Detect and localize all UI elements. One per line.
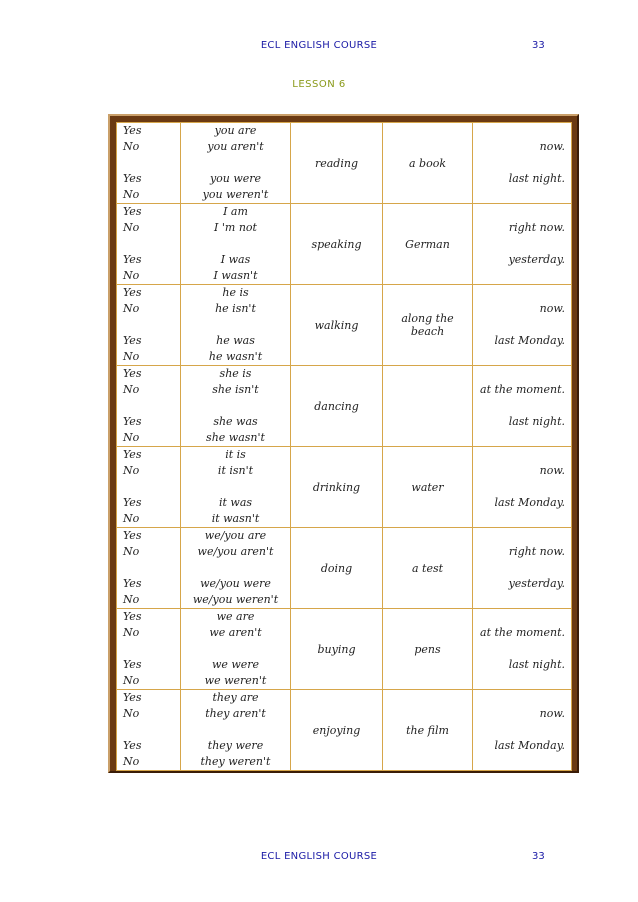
- yes-no-label: Yes: [123, 448, 142, 461]
- pronoun-form: I 'm not: [214, 221, 257, 234]
- yes-no-label: No: [123, 188, 140, 201]
- verb-cell: reading: [291, 123, 383, 204]
- time-cell: [473, 690, 572, 771]
- time-expression-past: last Monday.: [494, 334, 565, 347]
- yes-no-label: No: [123, 545, 140, 558]
- time-expression-present: now.: [539, 140, 565, 153]
- pronoun-form: I was: [220, 253, 251, 266]
- page-header: [0, 40, 638, 56]
- time-cell: [473, 285, 572, 366]
- yes-no-label: Yes: [123, 367, 142, 380]
- time-expression-present: at the moment.: [480, 626, 565, 639]
- time-expression-past: last night.: [508, 658, 565, 671]
- time-expression-past: yesterday.: [508, 577, 565, 590]
- pronoun-form: she was: [213, 415, 258, 428]
- yes-no-cell: [117, 690, 181, 771]
- table-row: [117, 285, 572, 366]
- yes-no-label: No: [123, 140, 140, 153]
- yes-no-label: Yes: [123, 172, 142, 185]
- table-row: [117, 690, 572, 771]
- pronoun-form: she is: [219, 367, 252, 380]
- page-footer: [0, 851, 638, 867]
- verb-cell: dancing: [291, 366, 383, 447]
- time-expression-past: last Monday.: [494, 739, 565, 752]
- yes-no-label: No: [123, 593, 140, 606]
- object-cell: water: [383, 447, 473, 528]
- pronoun-cell: [181, 609, 291, 690]
- object-cell: along the beach: [383, 285, 473, 366]
- yes-no-cell: [117, 528, 181, 609]
- verb-cell: enjoying: [291, 690, 383, 771]
- pronoun-form: they aren't: [205, 707, 266, 720]
- pronoun-form: he is: [222, 286, 249, 299]
- time-cell: [473, 366, 572, 447]
- pronoun-cell: [181, 447, 291, 528]
- object-cell: the film: [383, 690, 473, 771]
- object-cell: a test: [383, 528, 473, 609]
- pronoun-form: he isn't: [215, 302, 256, 315]
- yes-no-label: No: [123, 431, 140, 444]
- time-expression-present: now.: [539, 302, 565, 315]
- time-expression-present: now.: [539, 707, 565, 720]
- time-cell: [473, 528, 572, 609]
- table-row: [117, 366, 572, 447]
- time-expression-present: at the moment.: [480, 383, 565, 396]
- yes-no-label: Yes: [123, 286, 142, 299]
- pronoun-form: you are: [214, 124, 257, 137]
- yes-no-label: Yes: [123, 124, 142, 137]
- time-cell: [473, 609, 572, 690]
- yes-no-cell: [117, 366, 181, 447]
- header-page-number: 33: [532, 40, 545, 51]
- pronoun-form: they weren't: [200, 755, 271, 768]
- yes-no-cell: [117, 123, 181, 204]
- yes-no-label: Yes: [123, 577, 142, 590]
- yes-no-label: No: [123, 221, 140, 234]
- pronoun-cell: [181, 123, 291, 204]
- pronoun-form: we are: [216, 610, 255, 623]
- pronoun-form: we were: [211, 658, 260, 671]
- yes-no-cell: [117, 609, 181, 690]
- yes-no-cell: [117, 285, 181, 366]
- time-expression-past: last night.: [508, 415, 565, 428]
- pronoun-form: they are: [212, 691, 259, 704]
- yes-no-label: No: [123, 464, 140, 477]
- pronoun-form: they were: [207, 739, 264, 752]
- header-title: ECL ENGLISH COURSE: [260, 40, 378, 51]
- pronoun-form: I wasn't: [213, 269, 258, 282]
- yes-no-label: No: [123, 383, 140, 396]
- time-expression-present: right now.: [508, 221, 565, 234]
- yes-no-label: No: [123, 626, 140, 639]
- yes-no-label: Yes: [123, 334, 142, 347]
- pronoun-form: it was: [218, 496, 253, 509]
- yes-no-cell: [117, 204, 181, 285]
- table-row: [117, 609, 572, 690]
- yes-no-label: Yes: [123, 658, 142, 671]
- object-cell: German: [383, 204, 473, 285]
- yes-no-label: No: [123, 350, 140, 363]
- yes-no-cell: [117, 447, 181, 528]
- lesson-title: LESSON 6: [292, 79, 346, 90]
- yes-no-label: Yes: [123, 529, 142, 542]
- table-row: [117, 123, 572, 204]
- time-expression-present: now.: [539, 464, 565, 477]
- pronoun-cell: [181, 285, 291, 366]
- time-cell: [473, 447, 572, 528]
- pronoun-cell: [181, 528, 291, 609]
- yes-no-label: Yes: [123, 253, 142, 266]
- verb-cell: walking: [291, 285, 383, 366]
- table-row: [117, 204, 572, 285]
- grammar-table-frame: [108, 114, 579, 773]
- pronoun-form: we/you were: [200, 577, 271, 590]
- pronoun-form: we/you are: [204, 529, 267, 542]
- verb-cell: buying: [291, 609, 383, 690]
- verb-cell: doing: [291, 528, 383, 609]
- footer-page-number: 33: [532, 851, 545, 862]
- yes-no-label: Yes: [123, 739, 142, 752]
- yes-no-label: No: [123, 707, 140, 720]
- pronoun-form: you were: [209, 172, 262, 185]
- pronoun-form: you weren't: [202, 188, 269, 201]
- pronoun-form: we weren't: [204, 674, 267, 687]
- table-row: [117, 528, 572, 609]
- yes-no-label: Yes: [123, 691, 142, 704]
- yes-no-label: Yes: [123, 610, 142, 623]
- time-expression-past: last Monday.: [494, 496, 565, 509]
- yes-no-label: Yes: [123, 496, 142, 509]
- yes-no-label: Yes: [123, 415, 142, 428]
- time-cell: [473, 204, 572, 285]
- pronoun-cell: [181, 204, 291, 285]
- yes-no-label: Yes: [123, 205, 142, 218]
- object-cell: pens: [383, 609, 473, 690]
- object-cell: a book: [383, 123, 473, 204]
- grammar-table: [116, 122, 572, 771]
- pronoun-form: he wasn't: [208, 350, 263, 363]
- pronoun-cell: [181, 690, 291, 771]
- pronoun-form: I am: [223, 205, 248, 218]
- pronoun-form: it isn't: [217, 464, 254, 477]
- pronoun-form: he was: [216, 334, 255, 347]
- yes-no-label: No: [123, 512, 140, 525]
- pronoun-form: we aren't: [209, 626, 262, 639]
- time-expression-past: yesterday.: [508, 253, 565, 266]
- pronoun-form: we/you weren't: [192, 593, 279, 606]
- pronoun-form: we/you aren't: [197, 545, 274, 558]
- pronoun-form: it wasn't: [211, 512, 260, 525]
- yes-no-label: No: [123, 755, 140, 768]
- time-expression-present: right now.: [508, 545, 565, 558]
- time-expression-past: last night.: [508, 172, 565, 185]
- pronoun-form: she wasn't: [206, 431, 265, 444]
- pronoun-form: it is: [225, 448, 246, 461]
- object-cell: [383, 366, 473, 447]
- table-row: [117, 447, 572, 528]
- footer-title: ECL ENGLISH COURSE: [260, 851, 378, 862]
- pronoun-form: you aren't: [207, 140, 264, 153]
- verb-cell: drinking: [291, 447, 383, 528]
- yes-no-label: No: [123, 674, 140, 687]
- yes-no-label: No: [123, 269, 140, 282]
- verb-cell: speaking: [291, 204, 383, 285]
- yes-no-label: No: [123, 302, 140, 315]
- pronoun-cell: [181, 366, 291, 447]
- time-cell: [473, 123, 572, 204]
- pronoun-form: she isn't: [212, 383, 259, 396]
